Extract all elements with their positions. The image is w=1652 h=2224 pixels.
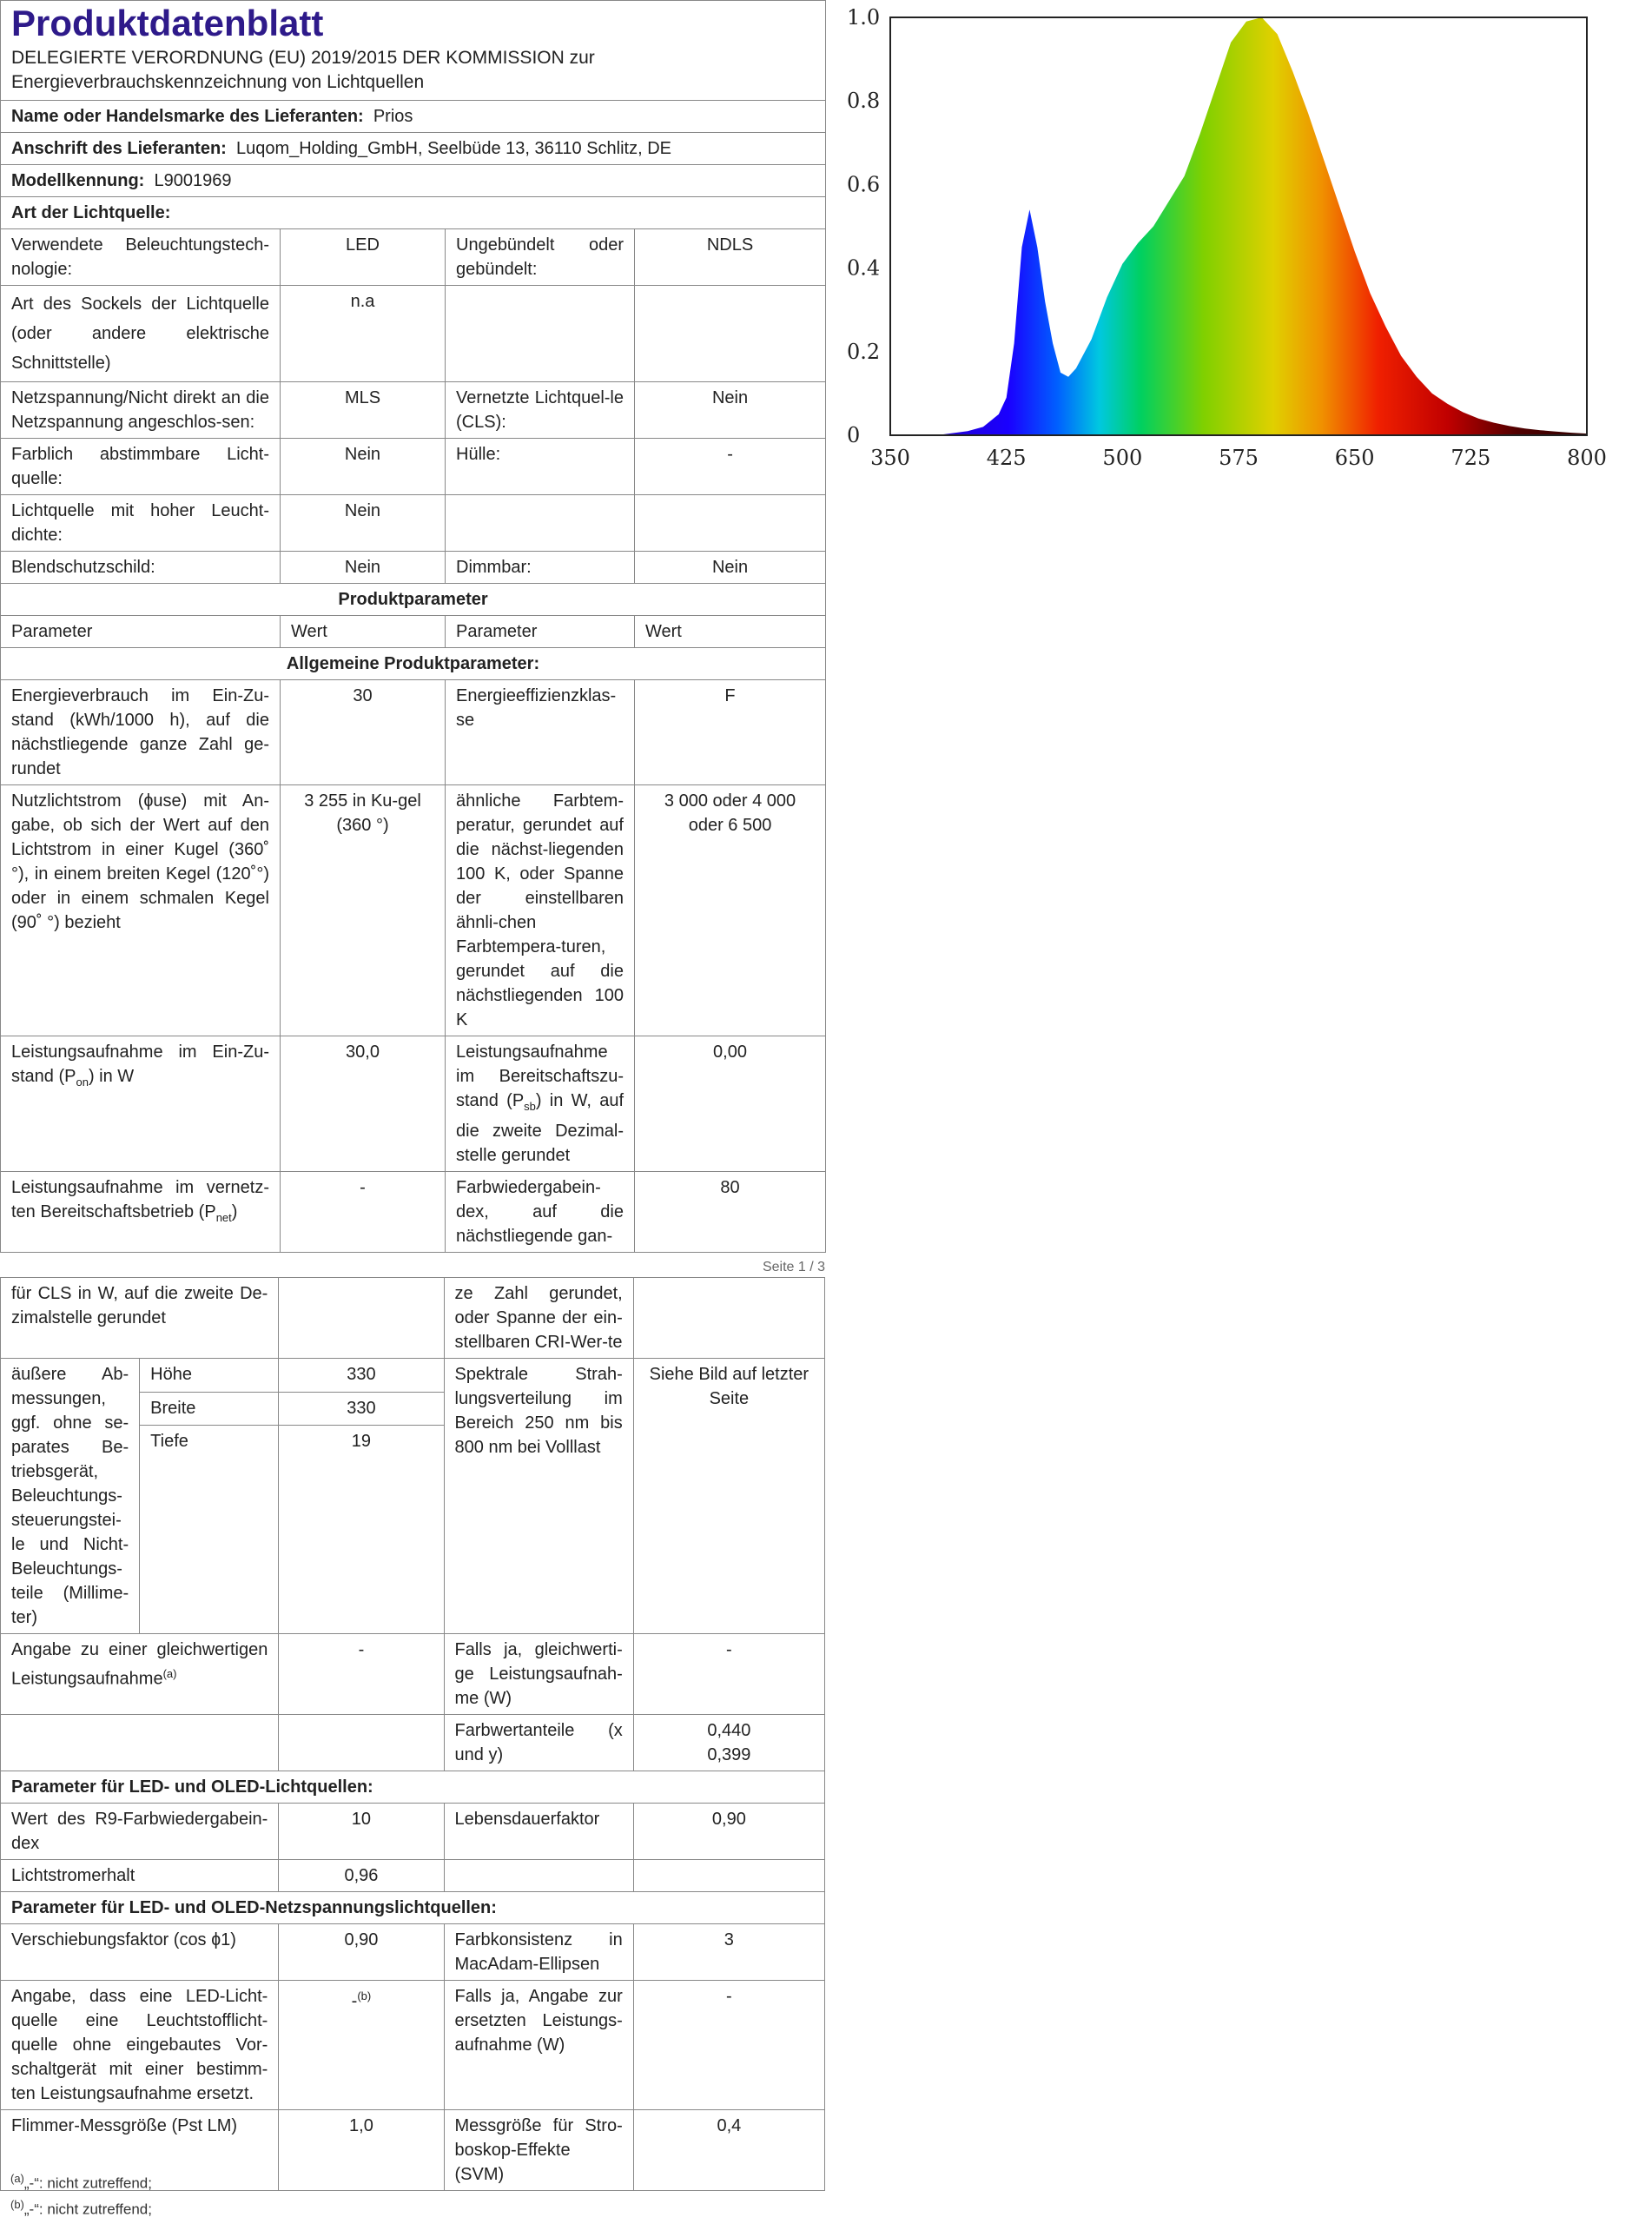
param-value: -	[279, 1634, 444, 1715]
param-label	[446, 1036, 635, 1172]
param-label: Farbkonsistenz in MacAdam-Ellipsen	[444, 1924, 633, 1981]
param-value: MLS	[281, 382, 446, 439]
y-tick-label: 0.6	[847, 172, 881, 197]
param-row	[1, 1278, 825, 1359]
x-value: 0,440	[707, 1721, 751, 1740]
param-label: Blendschutzschild:	[1, 552, 281, 584]
param-label: Energieverbrauch im Ein-Zu-stand (kWh/1000 h), auf die nächstliegende ganze Zahl ge-rundet	[1, 680, 281, 785]
param-row	[1, 1634, 825, 1715]
param-value: 1,0	[279, 2110, 444, 2191]
param-label: ähnliche Farbtem-peratur, gerundet auf die nächst-liegenden 100 K, oder Spanne der einstellbaren ähnli-chen Farbtempera-turen, gerundet auf die nächstliegenden 100 K	[446, 785, 635, 1036]
param-label: Lebensdauerfaktor	[444, 1804, 633, 1860]
param-label: Farbwertanteile (x und y)	[444, 1715, 633, 1771]
model-label: Modellkennung:	[11, 171, 145, 190]
label-text: )	[231, 1202, 238, 1221]
section-allgemeine: Allgemeine Produktparameter:	[1, 648, 826, 680]
equiv-label	[1, 1634, 279, 1715]
footnote-a	[10, 2172, 152, 2193]
column-header: Parameter	[1, 616, 281, 648]
model-row	[1, 165, 826, 197]
type-row	[1, 286, 826, 382]
section-led-oled: Parameter für LED- und OLED-Lichtquellen:	[1, 1771, 825, 1804]
param-label: Verwendete Beleuchtungstech-nologie:	[1, 229, 281, 286]
x-tick-label: 650	[1334, 446, 1375, 470]
param-value: 80	[635, 1172, 826, 1253]
param-label: Ungebündelt oder gebündelt:	[446, 229, 635, 286]
x-tick-label: 575	[1219, 446, 1259, 470]
width-value: 330	[279, 1392, 444, 1426]
param-label: Angabe, dass eine LED-Licht-quelle eine Leuchtstofflicht-quelle ohne eingebautes Vor-schaltgerät mit einer bestimm-ten Leistungsaufnahme ersetzt.	[1, 1981, 279, 2110]
param-label: ze Zahl gerundet, oder Spanne der ein-stellbaren CRI-Wer-te	[444, 1278, 633, 1359]
param-value: -	[633, 1981, 824, 2110]
spd-value: Siehe Bild auf letzter Seite	[633, 1359, 824, 1634]
label-subscript: sb	[524, 1100, 536, 1113]
label-text: ) in W, auf die zweite Dezimal-stelle gerundet	[456, 1091, 624, 1165]
address-value: Luqom_Holding_GmbH, Seelbüde 13, 36110 Schlitz, DE	[235, 139, 671, 158]
param-value: Nein	[281, 495, 446, 552]
param-row	[1, 1036, 826, 1172]
param-value: 0,4	[633, 2110, 824, 2191]
depth-value: 19	[279, 1426, 444, 1634]
value-text: -	[351, 1991, 358, 2011]
param-value: 0,00	[635, 1036, 826, 1172]
column-header: Wert	[281, 616, 446, 648]
y-tick-label: 0.4	[847, 255, 881, 281]
column-header: Wert	[635, 616, 826, 648]
type-row	[1, 439, 826, 495]
param-label: Lichtquelle mit hoher Leucht-dichte:	[1, 495, 281, 552]
y-value: 0,399	[707, 1745, 751, 1764]
label-text: Leistungsaufnahme im Bereitschaftszu-stand (P	[456, 1042, 624, 1110]
datasheet-table-1	[0, 0, 826, 1253]
param-value: Nein	[281, 552, 446, 584]
param-label: für CLS in W, auf die zweite De-zimalstelle gerundet	[1, 1278, 279, 1359]
param-row	[1, 1804, 825, 1860]
param-value	[633, 1860, 824, 1892]
param-label: Verschiebungsfaktor (cos ɸ1)	[1, 1924, 279, 1981]
param-label: Netzspannung/Nicht direkt an die Netzspannung angeschlos-sen:	[1, 382, 281, 439]
footnote-ref: (b)	[357, 1989, 372, 2002]
height-value: 330	[279, 1359, 444, 1393]
param-value: 3 255 in Ku-gel (360 °)	[281, 785, 446, 1036]
x-tick-label: 425	[986, 446, 1027, 470]
footnote-mark: (b)	[10, 2198, 24, 2211]
regulation-line-1: DELEGIERTE VERORDNUNG (EU) 2019/2015 DER KOMMISSION zur	[11, 48, 595, 68]
dimensions-label: äußere Ab-messungen, ggf. ohne se-parates Be-triebsgerät, Beleuchtungs-steuerungstei-le und Nicht-Beleuchtungs-teile (Millime-ter)	[1, 1359, 140, 1634]
param-value: 3	[633, 1924, 824, 1981]
param-value: Nein	[635, 382, 826, 439]
param-value: n.a	[281, 286, 446, 382]
regulation-line-2: Energieverbrauchskennzeichnung von Lichtquellen	[11, 72, 425, 92]
y-tick-label: 0.2	[847, 339, 881, 364]
model-value: L9001969	[154, 171, 232, 190]
address-label: Anschrift des Lieferanten:	[11, 139, 227, 158]
supplier-row	[1, 101, 826, 133]
footnote-ref: (a)	[162, 1667, 177, 1680]
param-value: 3 000 oder 4 000 oder 6 500	[635, 785, 826, 1036]
x-axis-ticks	[870, 446, 1607, 470]
width-label: Breite	[140, 1392, 279, 1426]
y-tick-label: 1.0	[847, 5, 881, 30]
param-value: F	[635, 680, 826, 785]
page-number: Seite 1 / 3	[762, 1260, 825, 1274]
param-value: Nein	[281, 439, 446, 495]
spectrum-svg	[829, 0, 1652, 504]
param-value	[633, 1278, 824, 1359]
param-label: Farblich abstimmbare Licht-quelle:	[1, 439, 281, 495]
x-tick-label: 725	[1450, 446, 1491, 470]
param-label: Lichtstromerhalt	[1, 1860, 279, 1892]
param-label: Hülle:	[446, 439, 635, 495]
section-produktparameter: Produktparameter	[1, 584, 826, 616]
param-value	[279, 1278, 444, 1359]
param-value: 10	[279, 1804, 444, 1860]
address-row	[1, 133, 826, 165]
param-value	[279, 1981, 444, 2110]
param-label	[444, 1860, 633, 1892]
xy-values	[633, 1715, 824, 1771]
height-label: Höhe	[140, 1359, 279, 1393]
param-label: Nutzlichtstrom (ɸuse) mit An-gabe, ob sich der Wert auf den Lichtstrom in einer Kugel (360˚ °), in einem breiten Kegel (120˚°) oder in einem schmalen Kegel (90˚ °) bezieht	[1, 785, 281, 1036]
label-text: Leistungsaufnahme im Ein-Zu-stand (P	[11, 1042, 269, 1086]
footnote-text: „-“: nicht zutreffend;	[23, 2174, 152, 2192]
param-row	[1, 1860, 825, 1892]
param-row	[1, 1981, 825, 2110]
param-row	[1, 1924, 825, 1981]
label-text: Angabe zu einer gleichwertigen Leistungsaufnahme	[11, 1640, 268, 1689]
type-row	[1, 229, 826, 286]
type-row	[1, 552, 826, 584]
param-row	[1, 1715, 825, 1771]
y-tick-label: 0.8	[847, 89, 881, 114]
param-value: 30,0	[281, 1036, 446, 1172]
param-label	[446, 286, 635, 382]
param-label: Art des Sockels der Lichtquelle (oder andere elektrische Schnittstelle)	[1, 286, 281, 382]
param-label: Energieeffizienzklas-se	[446, 680, 635, 785]
param-label: Vernetzte Lichtquel-le (CLS):	[446, 382, 635, 439]
param-label	[1, 1715, 279, 1771]
datasheet-table-2	[0, 1277, 825, 2191]
param-value: NDLS	[635, 229, 826, 286]
param-row	[1, 680, 826, 785]
param-value	[279, 1715, 444, 1771]
param-label: Dimmbar:	[446, 552, 635, 584]
param-value	[635, 286, 826, 382]
footnote-mark: (a)	[10, 2172, 24, 2185]
type-row	[1, 495, 826, 552]
x-tick-label: 350	[870, 446, 910, 470]
param-label: Falls ja, gleichwerti-ge Leistungsaufnah-me (W)	[444, 1634, 633, 1715]
lightsource-type-heading: Art der Lichtquelle:	[1, 197, 826, 229]
param-label: Wert des R9-Farbwiedergabein-dex	[1, 1804, 279, 1860]
param-value: -	[633, 1634, 824, 1715]
param-label	[1, 1036, 281, 1172]
supplier-label: Name oder Handelsmarke des Lieferanten:	[11, 107, 364, 126]
param-label: Farbwiedergabein-dex, auf die nächstliegende gan-	[446, 1172, 635, 1253]
x-tick-label: 500	[1102, 446, 1143, 470]
spectrum-chart	[829, 0, 1652, 504]
column-header: Parameter	[446, 616, 635, 648]
param-label	[1, 1172, 281, 1253]
label-text: Leistungsaufnahme im vernetz-ten Bereitschaftsbetrieb (P	[11, 1178, 269, 1221]
param-label: Messgröße für Stro-boskop-Effekte (SVM)	[444, 2110, 633, 2191]
param-row	[1, 1172, 826, 1253]
page-2	[0, 1277, 825, 2191]
param-value: LED	[281, 229, 446, 286]
param-label	[446, 495, 635, 552]
page-title: Produktdatenblatt	[11, 3, 324, 43]
param-value: 30	[281, 680, 446, 785]
column-header-row	[1, 616, 826, 648]
depth-label: Tiefe	[140, 1426, 279, 1634]
supplier-value: Prios	[373, 107, 413, 126]
param-value: 0,90	[633, 1804, 824, 1860]
label-text: ) in W	[88, 1067, 135, 1086]
spectrum-area	[890, 17, 1587, 435]
spectrum-curve	[890, 17, 1587, 435]
param-label: Flimmer-Messgröße (Pst LM)	[1, 2110, 279, 2191]
type-row	[1, 382, 826, 439]
param-value	[635, 495, 826, 552]
page-1	[0, 0, 825, 1253]
param-label: Falls ja, Angabe zur ersetzten Leistungs-aufnahme (W)	[444, 1981, 633, 2110]
section-led-oled-mains: Parameter für LED- und OLED-Netzspannungslichtquellen:	[1, 1892, 825, 1924]
param-value: -	[635, 439, 826, 495]
label-subscript: on	[76, 1076, 89, 1089]
x-tick-label: 800	[1567, 446, 1607, 470]
param-row	[1, 785, 826, 1036]
footnote-b	[10, 2198, 152, 2219]
param-row	[1, 1359, 825, 1393]
param-value: Nein	[635, 552, 826, 584]
param-value: 0,96	[279, 1860, 444, 1892]
footnote-text: „-“: nicht zutreffend;	[23, 2201, 152, 2218]
param-value: -	[281, 1172, 446, 1253]
label-subscript: net	[215, 1211, 232, 1224]
y-tick-label: 0	[847, 423, 861, 447]
y-axis-ticks	[847, 5, 880, 447]
spd-label: Spektrale Strah-lungsverteilung im Bereich 250 nm bis 800 nm bei Volllast	[444, 1359, 633, 1634]
param-value: 0,90	[279, 1924, 444, 1981]
